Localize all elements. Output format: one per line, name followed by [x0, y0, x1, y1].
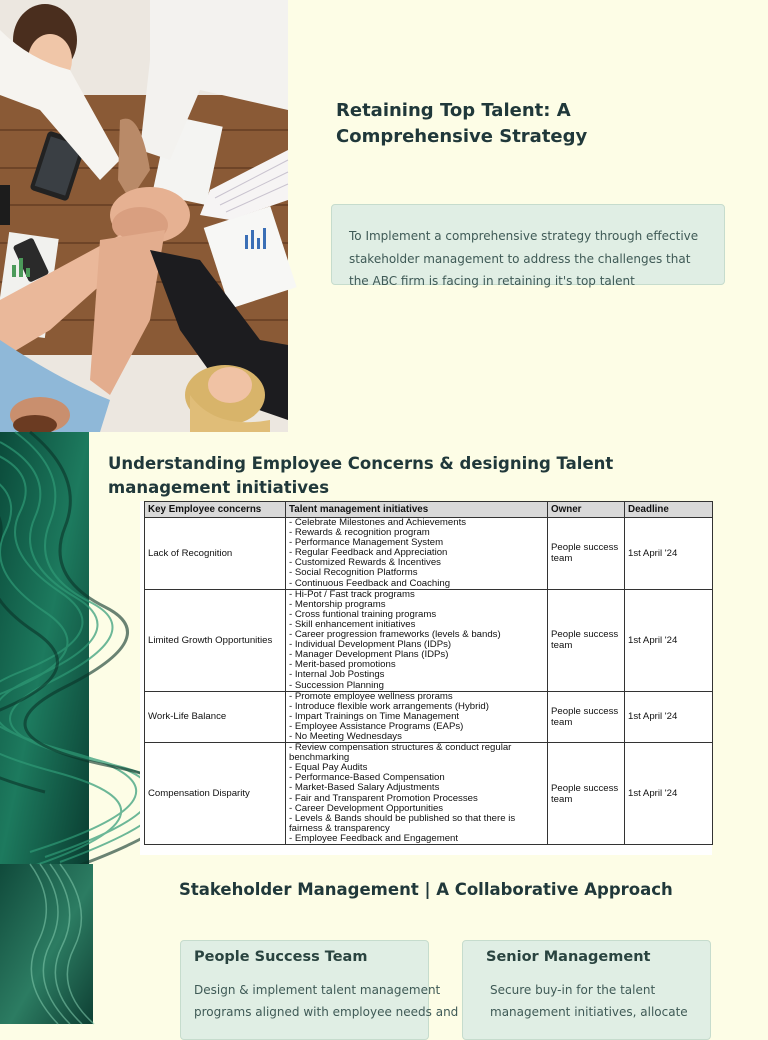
initiative-item: - Succession Planning: [289, 679, 384, 691]
green-waves-decor: [0, 432, 89, 864]
concerns-table: [144, 501, 713, 845]
initiative-item: - Skill enhancement initiatives: [289, 618, 416, 630]
card-title: Senior Management: [486, 949, 651, 965]
initiative-item: - Market-Based Salary Adjustments: [289, 782, 440, 794]
deadline-cell: 1st April '24: [625, 518, 713, 590]
initiative-item: - Social Recognition Platforms: [289, 567, 418, 579]
table-header-row: [145, 502, 713, 518]
table-row: [145, 743, 713, 845]
stakeholder-card-senior-management: [462, 940, 711, 1040]
objective-text: To Implement a comprehensive strategy through effective stakeholder management to address the challenges that the ABC firm is facing in retaining it's top talent: [349, 229, 699, 288]
table-row: [145, 589, 713, 691]
initiative-item: - Performance-Based Compensation: [289, 772, 445, 784]
concerns-table-image: [140, 501, 712, 855]
initiative-item: - Individual Development Plans (IDPs): [289, 639, 452, 651]
initiative-item: - No Meeting Wednesdays: [289, 730, 402, 742]
initiative-item: - Internal Job Postings: [289, 669, 385, 681]
deadline-cell: 1st April '24: [625, 589, 713, 691]
initiative-item: - Promote employee wellness prorams: [289, 690, 453, 702]
objective-card: [331, 204, 725, 288]
owner-cell: People success team: [548, 743, 625, 845]
team-hands-photo: [0, 0, 288, 432]
initiative-item: - Levels & Bands should be published so that there is fairness & transparency: [289, 812, 516, 834]
deadline-cell: 1st April '24: [625, 743, 713, 845]
initiative-item: - Customized Rewards & Incentives: [289, 557, 441, 569]
card-text: Secure buy-in for the talent management initiatives, allocate: [490, 983, 688, 1019]
initiative-item: - Equal Pay Audits: [289, 762, 368, 774]
initiative-item: - Career Development Opportunities: [289, 802, 444, 814]
owner-cell: People success team: [548, 518, 625, 590]
initiative-item: - Impart Trainings on Time Management: [289, 710, 460, 722]
owner-cell: People success team: [548, 691, 625, 742]
section-title-employee-concerns: Understanding Employee Concerns & designing Talent management initiatives: [108, 454, 614, 497]
initiative-item: - Celebrate Milestones and Achievements: [289, 517, 467, 528]
initiative-item: - Review compensation structures & conduct regular benchmarking: [289, 742, 512, 764]
initiatives-cell: [286, 691, 548, 742]
initiative-item: - Hi-Pot / Fast track programs: [289, 588, 415, 600]
initiative-item: - Employee Assistance Programs (EAPs): [289, 720, 464, 732]
table-row: [145, 518, 713, 590]
initiative-item: - Employee Feedback and Engagement: [289, 832, 459, 844]
initiatives-cell: [286, 589, 548, 691]
concern-cell: Work-Life Balance: [145, 691, 286, 742]
deadline-cell: 1st April '24: [625, 691, 713, 742]
initiative-item: - Introduce flexible work arrangements (Hybrid): [289, 700, 489, 712]
initiative-item: - Merit-based promotions: [289, 659, 396, 671]
stakeholder-card-people-success: [180, 940, 459, 1040]
initiative-item: - Regular Feedback and Appreciation: [289, 547, 448, 559]
initiatives-cell: [286, 518, 548, 590]
initiative-item: - Continuous Feedback and Coaching: [289, 577, 451, 589]
column-header: Talent management initiatives: [286, 502, 548, 518]
column-header: Deadline: [625, 502, 713, 518]
concern-cell: Compensation Disparity: [145, 743, 286, 845]
page-title: Retaining Top Talent: A Comprehensive Strategy: [336, 100, 588, 147]
owner-cell: People success team: [548, 589, 625, 691]
green-waves-decor-2: [0, 864, 93, 1024]
card-text: Design & implement talent management programs aligned with employee needs and: [194, 983, 459, 1019]
initiative-item: - Rewards & recognition program: [289, 527, 430, 539]
column-header: Owner: [548, 502, 625, 518]
initiative-item: - Cross funtional training programs: [289, 608, 437, 620]
card-title: People Success Team: [194, 949, 368, 965]
initiative-item: - Mentorship programs: [289, 598, 386, 610]
initiative-item: - Manager Development Plans (IDPs): [289, 649, 449, 661]
initiative-item: - Career progression frameworks (levels & bands): [289, 629, 501, 641]
column-header: Key Employee concerns: [145, 502, 286, 518]
concern-cell: Lack of Recognition: [145, 518, 286, 590]
concern-cell: Limited Growth Opportunities: [145, 589, 286, 691]
initiative-item: - Performance Management System: [289, 537, 444, 549]
table-row: [145, 691, 713, 742]
section-title-stakeholder: Stakeholder Management | A Collaborative Approach: [179, 880, 673, 899]
initiatives-cell: [286, 743, 548, 845]
initiative-item: - Fair and Transparent Promotion Processes: [289, 792, 478, 804]
